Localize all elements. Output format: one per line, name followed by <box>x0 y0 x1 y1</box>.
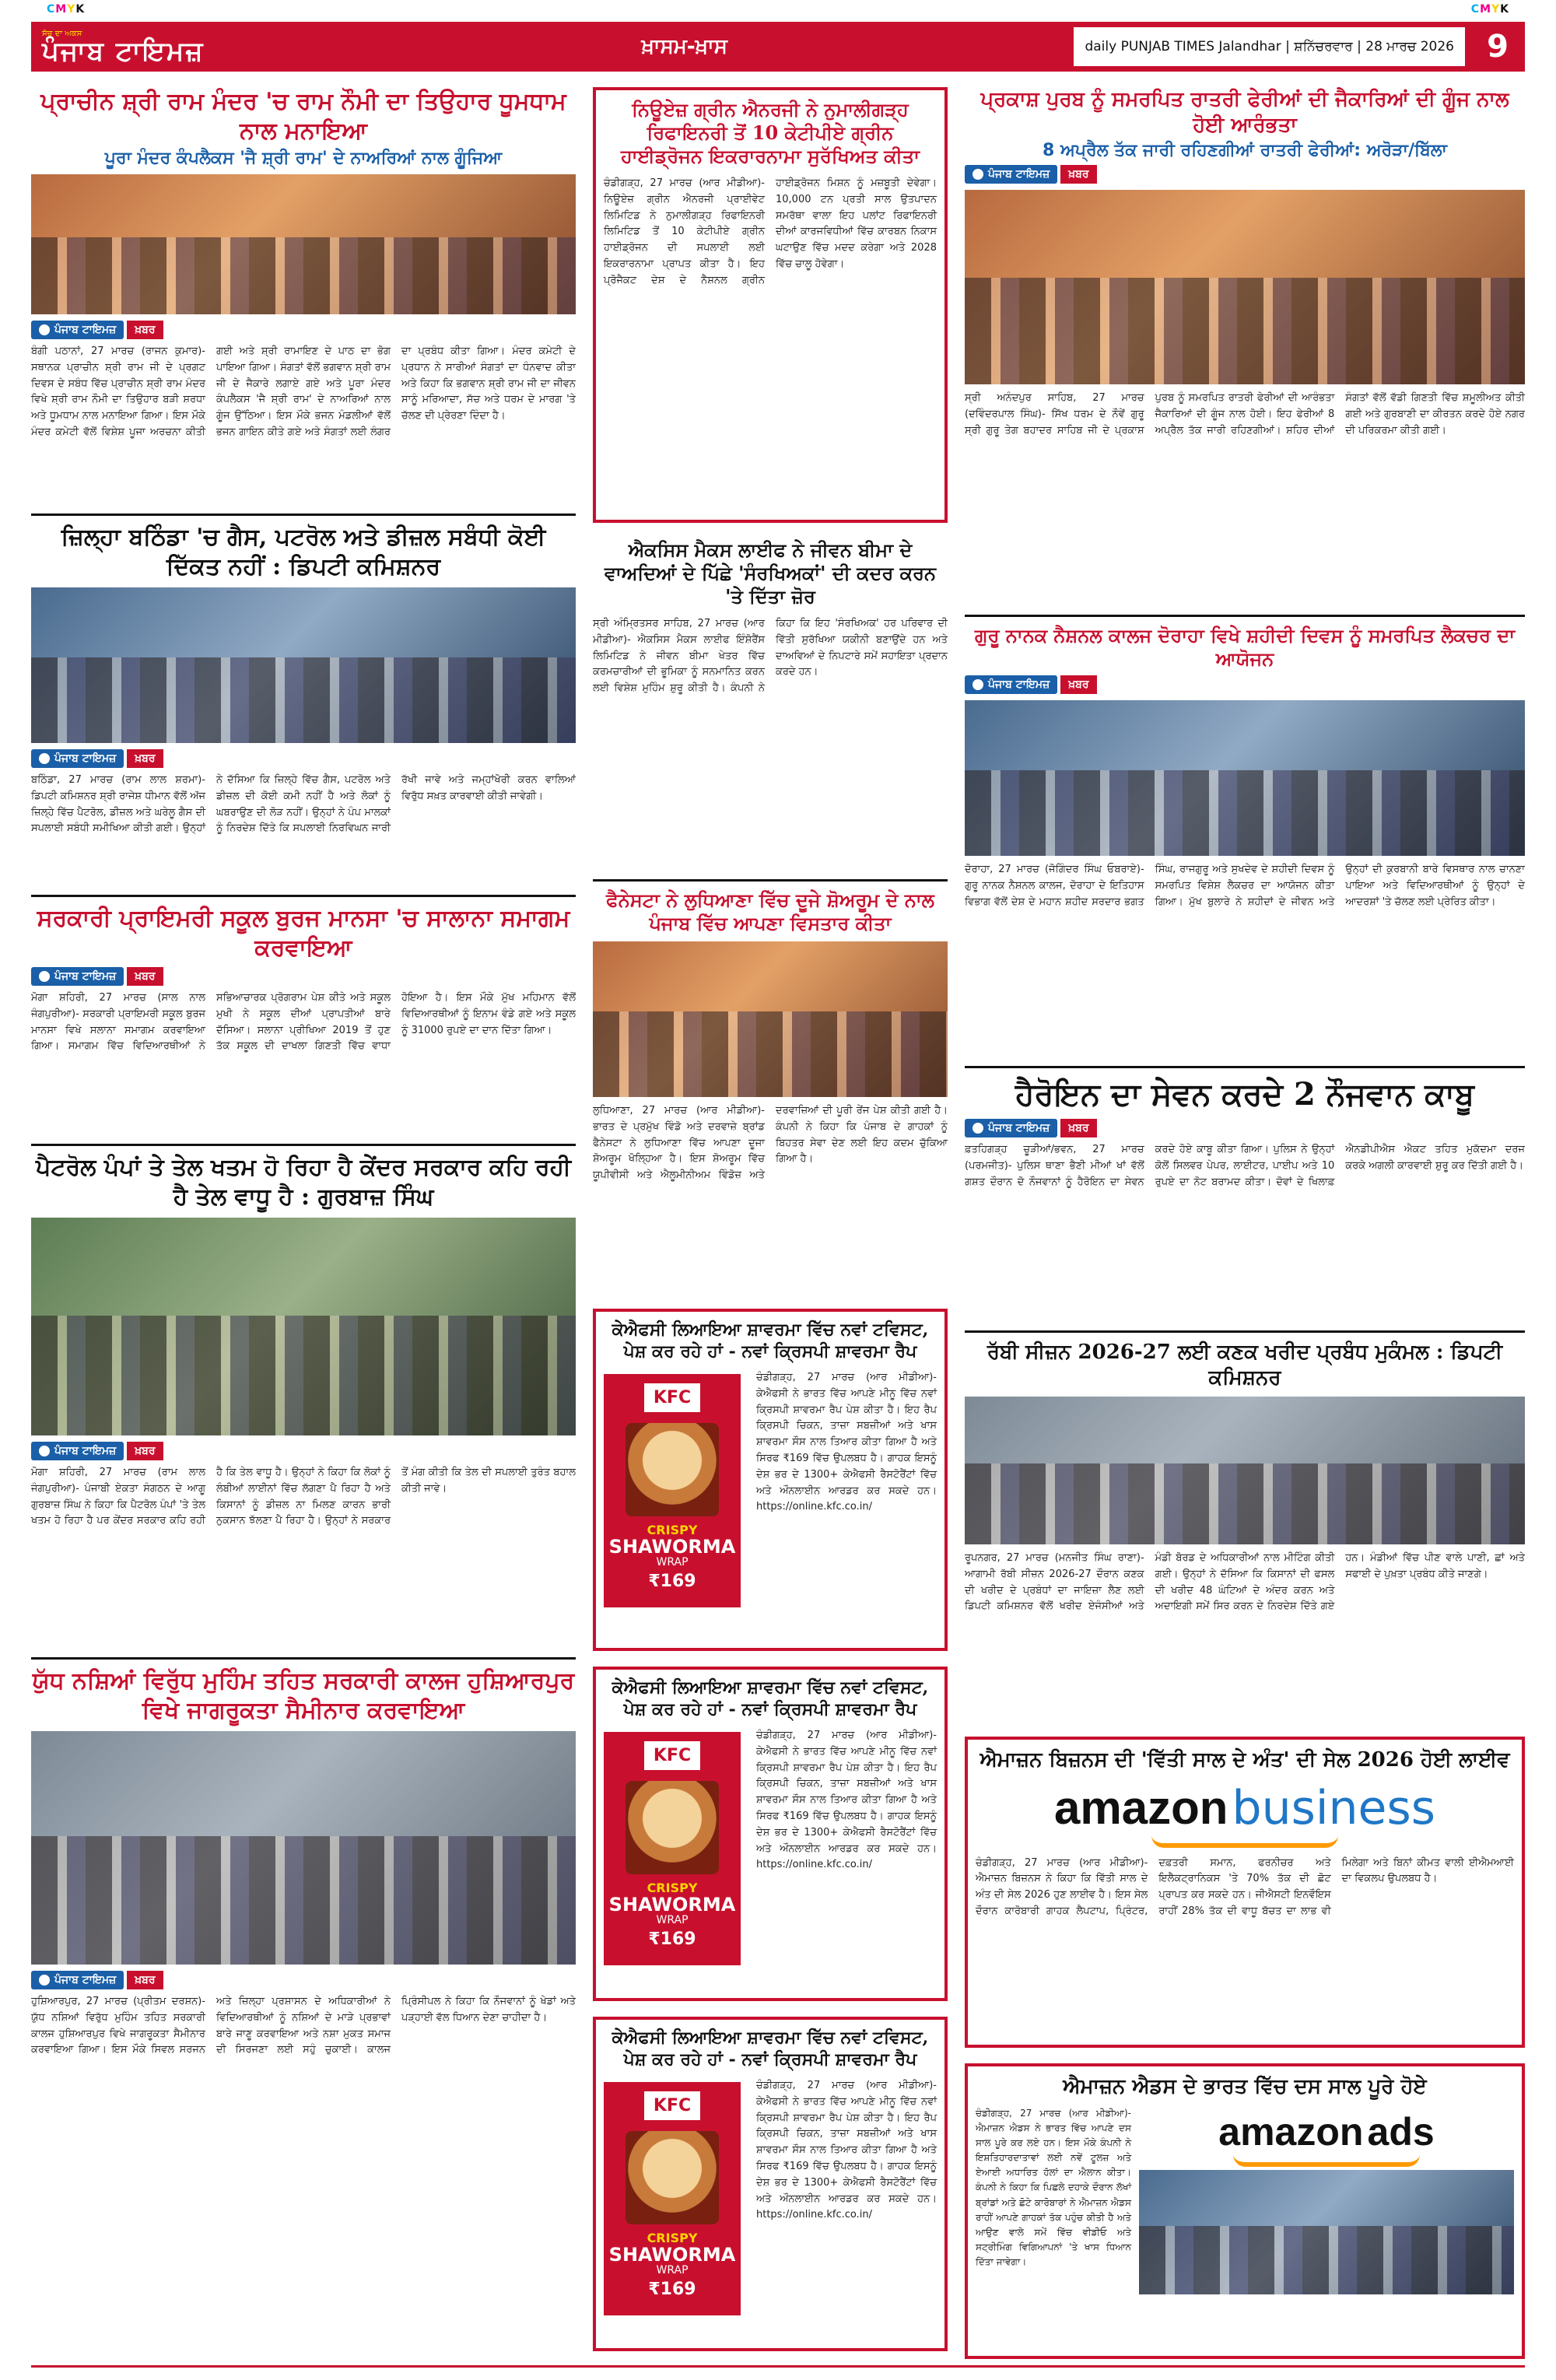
story-axis-max-life <box>593 538 948 873</box>
byline-tag: ਖ਼ਬਰ <box>1060 675 1096 694</box>
byline <box>31 749 576 768</box>
byline-badge: ਪੰਜਾਬ ਟਾਇਮਜ਼ <box>31 967 124 986</box>
story-body: ਸ੍ਰੀ ਅਨੰਦਪੁਰ ਸਾਹਿਬ, 27 ਮਾਰਚ (ਦਵਿੰਦਰਪਾਲ ਸਿੰਘ)- ਸਿੱਖ ਧਰਮ ਦੇ ਨੌਵੇਂ ਗੁਰੂ ਸ੍ਰੀ ਗੁਰੂ ਤੇਗ ਬਹਾਦਰ ਸਾਹਿਬ ਜੀ ਦੇ ਪ੍ਰਕਾਸ਼ ਪੁਰਬ ਨੂੰ ਸਮਰਪਿਤ ਰਾਤਰੀ ਫੇਰੀਆਂ ਦੀ ਆਰੰਭਤਾ ਜੈਕਾਰਿਆਂ ਦੀ ਗੂੰਜ ਨਾਲ ਹੋਈ। ਇਹ ਫੇਰੀਆਂ 8 ਅਪ੍ਰੈਲ ਤੱਕ ਜਾਰੀ ਰਹਿਣਗੀਆਂ। ਸ਼ਹਿਰ ਦੀਆਂ ਸੰਗਤਾਂ ਵੱਲੋਂ ਵੱਡੀ ਗਿਣਤੀ ਵਿੱਚ ਸ਼ਮੂਲੀਅਤ ਕੀਤੀ ਗਈ ਅਤੇ ਗੁਰਬਾਣੀ ਦਾ ਕੀਰਤਨ ਕਰਦੇ ਹੋਏ ਨਗਰ ਦੀ ਪਰਿਕਰਮਾ ਕੀਤੀ ਗਈ। <box>965 392 1525 436</box>
dateline: daily PUNJAB TIMES Jalandhar | ਸ਼ਨਿੱਚਰਵਾਰ | 28 ਮਾਰਚ 2026 <box>1073 26 1466 67</box>
kfc-price: ₹169 <box>648 1930 696 1949</box>
story-body: ਸ੍ਰੀ ਅੰਮ੍ਰਿਤਸਰ ਸਾਹਿਬ, 27 ਮਾਰਚ (ਆਰ ਮੀਡੀਆ)- ਐਕਸਿਸ ਮੈਕਸ ਲਾਈਫ ਇੰਸ਼ੋਰੈਂਸ ਲਿਮਿਟਿਡ ਨੇ ਜੀਵਨ ਬੀਮਾ ਖੇਤਰ ਵਿੱਚ ਕਰਮਚਾਰੀਆਂ ਦੀ ਭੂਮਿਕਾ ਨੂੰ ਸਨਮਾਨਿਤ ਕਰਨ ਲਈ ਵਿਸ਼ੇਸ਼ ਮੁਹਿੰਮ ਸ਼ੁਰੂ ਕੀਤੀ ਹੈ। ਕੰਪਨੀ ਨੇ ਕਿਹਾ ਕਿ ਇਹ 'ਸੰਰਖਿਅਕ' ਹਰ ਪਰਿਵਾਰ ਦੀ ਵਿੱਤੀ ਸੁਰੱਖਿਆ ਯਕੀਨੀ ਬਣਾਉਂਦੇ ਹਨ ਅਤੇ ਦਾਅਵਿਆਂ ਦੇ ਨਿਪਟਾਰੇ ਸਮੇਂ ਸਹਾਇਤਾ ਪ੍ਰਦਾਨ ਕਰਦੇ ਹਨ। <box>593 618 948 695</box>
amazon-business-logo: amazon business <box>976 1781 1514 1848</box>
byline <box>965 165 1525 184</box>
byline <box>31 1971 576 1989</box>
column-2 <box>593 87 948 2359</box>
story-kfc-1 <box>593 1309 948 1651</box>
story-photo <box>31 1731 576 1965</box>
byline-tag: ਖ਼ਬਰ <box>127 1442 163 1460</box>
column-1 <box>31 87 576 2359</box>
headline: ਕੇਐਫਸੀ ਲਿਆਇਆ ਸ਼ਾਵਰਮਾ ਵਿੱਚ ਨਵਾਂ ਟਵਿਸਟ, ਪੇਸ਼ ਕਰ ਰਹੇ ਹਾਂ - ਨਵਾਂ ਕ੍ਰਿਸਪੀ ਸ਼ਾਵਰਮਾ ਰੈਪ <box>612 1677 929 1719</box>
story-photo <box>593 941 948 1097</box>
byline-badge: ਪੰਜਾਬ ਟਾਇਮਜ਼ <box>31 749 124 768</box>
kfc-price: ₹169 <box>648 2280 696 2299</box>
byline-badge: ਪੰਜਾਬ ਟਾਇਮਜ਼ <box>965 165 1057 184</box>
byline-badge: ਪੰਜਾਬ ਟਾਇਮਜ਼ <box>965 1119 1057 1137</box>
story-body: ਚੰਡੀਗੜ੍ਹ, 27 ਮਾਰਚ (ਆਰ ਮੀਡੀਆ)- ਨਿਊਏਜ਼ ਗ੍ਰੀਨ ਐਨਰਜੀ ਪ੍ਰਾਈਵੇਟ ਲਿਮਿਟਿਡ ਨੇ ਨੁਮਾਲੀਗੜ੍ਹ ਰਿਫਾਇਨਰੀ ਲਿਮਿਟਿਡ ਤੋਂ 10 ਕੇਟੀਪੀਏ ਗ੍ਰੀਨ ਹਾਈਡ੍ਰੋਜਨ ਦੀ ਸਪਲਾਈ ਲਈ ਇਕਰਾਰਨਾਮਾ ਪ੍ਰਾਪਤ ਕੀਤਾ ਹੈ। ਇਹ ਪ੍ਰੋਜੈਕਟ ਦੇਸ਼ ਦੇ ਨੈਸ਼ਨਲ ਗ੍ਰੀਨ ਹਾਈਡ੍ਰੋਜਨ ਮਿਸ਼ਨ ਨੂੰ ਮਜ਼ਬੂਤੀ ਦੇਵੇਗਾ। 10,000 ਟਨ ਪ੍ਰਤੀ ਸਾਲ ਉਤਪਾਦਨ ਸਮਰੱਥਾ ਵਾਲਾ ਇਹ ਪਲਾਂਟ ਰਿਫਾਇਨਰੀ ਦੀਆਂ ਕਾਰਜਵਿਧੀਆਂ ਵਿੱਚ ਕਾਰਬਨ ਨਿਕਾਸ ਘਟਾਉਣ ਵਿੱਚ ਮਦਦ ਕਰੇਗਾ ਅਤੇ 2028 ਵਿੱਚ ਚਾਲੂ ਹੋਵੇਗਾ। <box>604 177 937 286</box>
pin-icon <box>39 1446 50 1456</box>
registration-mark-right: CMYK <box>1470 3 1509 16</box>
amazon-ads-logo: amazon ads <box>1139 2109 1514 2167</box>
story-body: ਮੋਗਾ ਸ਼ਹਿਰੀ, 27 ਮਾਰਚ (ਰਾਮ ਲਾਲ ਜੰਗਪੁਰੀਆ)- ਪੰਜਾਬੀ ਏਕਤਾ ਸੰਗਠਨ ਦੇ ਆਗੂ ਗੁਰਬਾਜ਼ ਸਿੰਘ ਨੇ ਕਿਹਾ ਕਿ ਪੈਟਰੋਲ ਪੰਪਾਂ 'ਤੇ ਤੇਲ ਖਤਮ ਹੋ ਰਿਹਾ ਹੈ ਪਰ ਕੇਂਦਰ ਸਰਕਾਰ ਕਹਿ ਰਹੀ ਹੈ ਕਿ ਤੇਲ ਵਾਧੂ ਹੈ। ਉਨ੍ਹਾਂ ਨੇ ਕਿਹਾ ਕਿ ਲੋਕਾਂ ਨੂੰ ਲੰਬੀਆਂ ਲਾਈਨਾਂ ਵਿੱਚ ਲੱਗਣਾ ਪੈ ਰਿਹਾ ਹੈ ਅਤੇ ਕਿਸਾਨਾਂ ਨੂੰ ਡੀਜ਼ਲ ਨਾ ਮਿਲਣ ਕਾਰਨ ਭਾਰੀ ਨੁਕਸਾਨ ਝੱਲਣਾ ਪੈ ਰਿਹਾ ਹੈ। ਉਨ੍ਹਾਂ ਨੇ ਸਰਕਾਰ ਤੋਂ ਮੰਗ ਕੀਤੀ ਕਿ ਤੇਲ ਦੀ ਸਪਲਾਈ ਤੁਰੰਤ ਬਹਾਲ ਕੀਤੀ ਜਾਵੇ। <box>31 1467 576 1527</box>
pin-icon <box>39 753 50 764</box>
story-photo <box>1139 2170 1514 2294</box>
registration-mark-left: CMYK <box>47 3 86 16</box>
story-prakash-purab <box>965 87 1525 608</box>
shawarma-wrap-image <box>626 1423 719 1516</box>
column-3 <box>965 87 1525 2359</box>
headline: ਐਕਸਿਸ ਮੈਕਸ ਲਾਈਫ ਨੇ ਜੀਵਨ ਬੀਮਾ ਦੇ ਵਾਅਦਿਆਂ ਦੇ ਪਿੱਛੇ 'ਸੰਰਖਿਅਕਾਂ' ਦੀ ਕਦਰ ਕਰਨ 'ਤੇ ਦਿੱਤਾ ਜ਼ੋਰ <box>604 538 937 608</box>
byline-badge: ਪੰਜਾਬ ਟਾਇਮਜ਼ <box>965 675 1057 694</box>
logo-title: ਪੰਜਾਬ ਟਾਇਮਜ਼ <box>42 35 205 67</box>
pin-icon <box>972 169 983 180</box>
subheadline: 8 ਅਪ੍ਰੈਲ ਤੱਕ ਜਾਰੀ ਰਹਿਣਗੀਆਂ ਰਾਤਰੀ ਫੇਰੀਆਂ: ਅਰੋੜਾ/ਬਿੱਲਾ <box>1043 141 1447 160</box>
story-heroin-arrest <box>965 1075 1525 1324</box>
story-school-function <box>31 904 576 1137</box>
story-amazon-business <box>965 1737 1525 2048</box>
story-photo <box>965 700 1525 856</box>
headline: ਪ੍ਰਕਾਸ਼ ਪੁਰਬ ਨੂੰ ਸਮਰਪਿਤ ਰਾਤਰੀ ਫੇਰੀਆਂ ਦੀ ਜੈਕਾਰਿਆਂ ਦੀ ਗੂੰਜ ਨਾਲ ਹੋਈ ਆਰੰਭਤਾ <box>980 88 1509 137</box>
headline: ਸਰਕਾਰੀ ਪ੍ਰਾਇਮਰੀ ਸਕੂਲ ਬੁਰਜ ਮਾਨਸਾ 'ਚ ਸਾਲਾਨਾ ਸਮਾਗਮ ਕਰਵਾਇਆ <box>37 905 570 962</box>
headline: ਗੁਰੂ ਨਾਨਕ ਨੈਸ਼ਨਲ ਕਾਲਜ ਦੋਰਾਹਾ ਵਿਖੇ ਸ਼ਹੀਦੀ ਦਿਵਸ ਨੂੰ ਸਮਰਪਿਤ ਲੈਕਚਰ ਦਾ ਆਯੋਜਨ <box>974 624 1516 670</box>
kfc-ad: KFC CRISPY SHAWORMA WRAP ₹169 <box>604 1374 741 1607</box>
story-photo <box>965 190 1525 384</box>
headline: ਯੁੱਧ ਨਸ਼ਿਆਂ ਵਿਰੁੱਧ ਮੁਹਿੰਮ ਤਹਿਤ ਸਰਕਾਰੀ ਕਾਲਜ ਹੁਸ਼ਿਆਰਪੁਰ ਵਿਖੇ ਜਾਗਰੂਕਤਾ ਸੈਮੀਨਾਰ ਕਰਵਾਇਆ <box>32 1667 575 1724</box>
story-body: ਹੁਸ਼ਿਆਰਪੁਰ, 27 ਮਾਰਚ (ਪ੍ਰੀਤਮ ਦਰਸ਼ਨ)- ਯੁੱਧ ਨਸ਼ਿਆਂ ਵਿਰੁੱਧ ਮੁਹਿੰਮ ਤਹਿਤ ਸਰਕਾਰੀ ਕਾਲਜ ਹੁਸ਼ਿਆਰਪੁਰ ਵਿਖੇ ਜਾਗਰੂਕਤਾ ਸੈਮੀਨਾਰ ਕਰਵਾਇਆ ਗਿਆ। ਇਸ ਮੌਕੇ ਸਿਵਲ ਸਰਜਨ ਅਤੇ ਜ਼ਿਲ੍ਹਾ ਪ੍ਰਸ਼ਾਸਨ ਦੇ ਅਧਿਕਾਰੀਆਂ ਨੇ ਵਿਦਿਆਰਥੀਆਂ ਨੂੰ ਨਸ਼ਿਆਂ ਦੇ ਮਾੜੇ ਪ੍ਰਭਾਵਾਂ ਬਾਰੇ ਜਾਣੂ ਕਰਵਾਇਆ ਅਤੇ ਨਸ਼ਾ ਮੁਕਤ ਸਮਾਜ ਦੀ ਸਿਰਜਣਾ ਲਈ ਸਹੁੰ ਚੁਕਾਈ। ਕਾਲਜ ਪ੍ਰਿੰਸੀਪਲ ਨੇ ਕਿਹਾ ਕਿ ਨੌਜਵਾਨਾਂ ਨੂੰ ਖੇਡਾਂ ਅਤੇ ਪੜ੍ਹਾਈ ਵੱਲ ਧਿਆਨ ਦੇਣਾ ਚਾਹੀਦਾ ਹੈ। <box>31 1996 576 2056</box>
headline: ਕੇਐਫਸੀ ਲਿਆਇਆ ਸ਼ਾਵਰਮਾ ਵਿੱਚ ਨਵਾਂ ਟਵਿਸਟ, ਪੇਸ਼ ਕਰ ਰਹੇ ਹਾਂ - ਨਵਾਂ ਕ੍ਰਿਸਪੀ ਸ਼ਾਵਰਮਾ ਰੈਪ <box>612 1320 929 1362</box>
story-body: ਚੰਡੀਗੜ੍ਹ, 27 ਮਾਰਚ (ਆਰ ਮੀਡੀਆ)- ਕੇਐਫਸੀ ਨੇ ਭਾਰਤ ਵਿੱਚ ਆਪਣੇ ਮੀਨੂ ਵਿੱਚ ਨਵਾਂ ਕ੍ਰਿਸਪੀ ਸ਼ਾਵਰਮਾ ਰੈਪ ਪੇਸ਼ ਕੀਤਾ ਹੈ। ਇਹ ਰੈਪ ਕ੍ਰਿਸਪੀ ਚਿਕਨ, ਤਾਜ਼ਾ ਸਬਜ਼ੀਆਂ ਅਤੇ ਖਾਸ ਸ਼ਾਵਰਮਾ ਸੌਸ ਨਾਲ ਤਿਆਰ ਕੀਤਾ ਗਿਆ ਹੈ ਅਤੇ ਸਿਰਫ ₹169 ਵਿੱਚ ਉਪਲਬਧ ਹੈ। ਗਾਹਕ ਇਸਨੂੰ ਦੇਸ਼ ਭਰ ਦੇ 1300+ ਕੇਐਫਸੀ ਰੈਸਟੋਰੈਂਟਾਂ ਵਿੱਚ ਅਤੇ ਔਨਲਾਈਨ ਆਰਡਰ ਕਰ ਸਕਦੇ ਹਨ। https://online.kfc.co.in/ <box>756 2080 937 2221</box>
story-kfc-3 <box>593 2017 948 2351</box>
story-body: ਚੰਡੀਗੜ੍ਹ, 27 ਮਾਰਚ (ਆਰ ਮੀਡੀਆ)- ਐਮਾਜ਼ਨ ਐਡਸ ਨੇ ਭਾਰਤ ਵਿੱਚ ਆਪਣੇ ਦਸ ਸਾਲ ਪੂਰੇ ਕਰ ਲਏ ਹਨ। ਇਸ ਮੌਕੇ ਕੰਪਨੀ ਨੇ ਇਸ਼ਤਿਹਾਰਦਾਤਾਵਾਂ ਲਈ ਨਵੇਂ ਟੂਲਜ਼ ਅਤੇ ਏਆਈ ਅਧਾਰਿਤ ਹੱਲਾਂ ਦਾ ਐਲਾਨ ਕੀਤਾ। ਕੰਪਨੀ ਨੇ ਕਿਹਾ ਕਿ ਪਿਛਲੇ ਦਹਾਕੇ ਦੌਰਾਨ ਲੱਖਾਂ ਬ੍ਰਾਂਡਾਂ ਅਤੇ ਛੋਟੇ ਕਾਰੋਬਾਰਾਂ ਨੇ ਐਮਾਜ਼ਨ ਐਡਸ ਰਾਹੀਂ ਆਪਣੇ ਗਾਹਕਾਂ ਤੱਕ ਪਹੁੰਚ ਕੀਤੀ ਹੈ ਅਤੇ ਆਉਣ ਵਾਲੇ ਸਮੇਂ ਵਿੱਚ ਵੀਡੀਓ ਅਤੇ ਸਟ੍ਰੀਮਿੰਗ ਵਿਗਿਆਪਨਾਂ 'ਤੇ ਖਾਸ ਧਿਆਨ ਦਿੱਤਾ ਜਾਵੇਗਾ। <box>976 2107 1131 2268</box>
subheadline: ਪੂਰਾ ਮੰਦਰ ਕੰਪਲੈਕਸ 'ਜੈ ਸ਼੍ਰੀ ਰਾਮ' ਦੇ ਨਾਅਰਿਆਂ ਨਾਲ ਗੂੰਜਿਆ <box>104 149 503 168</box>
story-bathinda-fuel <box>31 523 576 889</box>
headline: ਐਮਾਜ਼ਨ ਬਿਜ਼ਨਸ ਦੀ 'ਵਿੱਤੀ ਸਾਲ ਦੇ ਅੰਤ' ਦੀ ਸੇਲ 2026 ਹੋਈ ਲਾਈਵ <box>980 1748 1510 1772</box>
story-amazon-ads <box>965 2063 1525 2359</box>
section-title: ਖ਼ਾਸਮ-ਖ਼ਾਸ <box>641 34 727 58</box>
headline: ਹੈਰੋਇਨ ਦਾ ਸੇਵਨ ਕਰਦੇ 2 ਨੌਜਵਾਨ ਕਾਬੂ <box>1015 1076 1474 1113</box>
headline: ਨਿਊਏਜ਼ ਗ੍ਰੀਨ ਐਨਰਜੀ ਨੇ ਨੁਮਾਲੀਗੜ੍ਹ ਰਿਫਾਇਨਰੀ ਤੋਂ 10 ਕੇਟੀਪੀਏ ਗ੍ਰੀਨ ਹਾਈਡ੍ਰੋਜਨ ਇਕਰਾਰਨਾਮਾ ਸੁਰੱਖਿਅਤ ਕੀਤਾ <box>620 98 920 167</box>
shawarma-wrap-image <box>626 1781 719 1874</box>
headline: ਰੱਬੀ ਸੀਜ਼ਨ 2026-27 ਲਈ ਕਣਕ ਖਰੀਦ ਪ੍ਰਬੰਧ ਮੁਕੰਮਲ : ਡਿਪਟੀ ਕਮਿਸ਼ਨਰ <box>987 1341 1503 1390</box>
byline-tag: ਖ਼ਬਰ <box>127 321 163 339</box>
story-fenesta <box>593 889 948 1293</box>
headline: ਐਮਾਜ਼ਨ ਐਡਸ ਦੇ ਭਾਰਤ ਵਿੱਚ ਦਸ ਸਾਲ ਪੂਰੇ ਹੋਏ <box>1063 2075 1427 2098</box>
story-body: ਦੋਰਾਹਾ, 27 ਮਾਰਚ (ਜੋਗਿੰਦਰ ਸਿੰਘ ਓਬਰਾਏ)- ਗੁਰੂ ਨਾਨਕ ਨੈਸ਼ਨਲ ਕਾਲਜ, ਦੋਰਾਹਾ ਦੇ ਇਤਿਹਾਸ ਵਿਭਾਗ ਵੱਲੋਂ ਦੇਸ਼ ਦੇ ਮਹਾਨ ਸ਼ਹੀਦ ਸਰਦਾਰ ਭਗਤ ਸਿੰਘ, ਰਾਜਗੁਰੂ ਅਤੇ ਸੁਖਦੇਵ ਦੇ ਸ਼ਹੀਦੀ ਦਿਵਸ ਨੂੰ ਸਮਰਪਿਤ ਵਿਸ਼ੇਸ਼ ਲੈਕਚਰ ਦਾ ਆਯੋਜਨ ਕੀਤਾ ਗਿਆ। ਮੁੱਖ ਬੁਲਾਰੇ ਨੇ ਸ਼ਹੀਦਾਂ ਦੇ ਜੀਵਨ ਅਤੇ ਉਨ੍ਹਾਂ ਦੀ ਕੁਰਬਾਨੀ ਬਾਰੇ ਵਿਸਥਾਰ ਨਾਲ ਚਾਨਣਾ ਪਾਇਆ ਅਤੇ ਵਿਦਿਆਰਥੀਆਂ ਨੂੰ ਉਨ੍ਹਾਂ ਦੇ ਆਦਰਸ਼ਾਂ 'ਤੇ ਚੱਲਣ ਲਈ ਪ੍ਰੇਰਿਤ ਕੀਤਾ। <box>965 864 1525 908</box>
byline-badge: ਪੰਜਾਬ ਟਾਇਮਜ਼ <box>31 1442 124 1460</box>
pin-icon <box>39 971 50 982</box>
story-body: ਮੋਗਾ ਸ਼ਹਿਰੀ, 27 ਮਾਰਚ (ਸਾਲ ਨਾਲ ਜੰਗਪੁਰੀਆ)- ਸਰਕਾਰੀ ਪ੍ਰਾਇਮਰੀ ਸਕੂਲ ਬੁਰਜ ਮਾਨਸਾ ਵਿਖੇ ਸਲਾਨਾ ਸਮਾਗਮ ਕਰਵਾਇਆ ਗਿਆ। ਸਮਾਗਮ ਵਿੱਚ ਵਿਦਿਆਰਥੀਆਂ ਨੇ ਸਭਿਆਚਾਰਕ ਪ੍ਰੋਗਰਾਮ ਪੇਸ਼ ਕੀਤੇ ਅਤੇ ਸਕੂਲ ਮੁਖੀ ਨੇ ਸਕੂਲ ਦੀਆਂ ਪ੍ਰਾਪਤੀਆਂ ਬਾਰੇ ਦੱਸਿਆ। ਸਲਾਨਾ ਪ੍ਰੀਖਿਆ 2019 ਤੋਂ ਹੁਣ ਤੱਕ ਸਕੂਲ ਦੀ ਦਾਖਲਾ ਗਿਣਤੀ ਵਿੱਚ ਵਾਧਾ ਹੋਇਆ ਹੈ। ਇਸ ਮੌਕੇ ਮੁੱਖ ਮਹਿਮਾਨ ਵੱਲੋਂ ਵਿਦਿਆਰਥੀਆਂ ਨੂੰ ਇਨਾਮ ਵੰਡੇ ਗਏ ਅਤੇ ਸਕੂਲ ਨੂੰ 31000 ਰੁਪਏ ਦਾ ਦਾਨ ਦਿੱਤਾ ਗਿਆ। <box>31 992 576 1053</box>
story-wheat-procurement <box>965 1340 1525 1721</box>
story-body: ਬੰਗੀ ਪਠਾਨਾਂ, 27 ਮਾਰਚ (ਰਾਜਨ ਕੁਮਾਰ)- ਸਥਾਨਕ ਪ੍ਰਾਚੀਨ ਸ਼੍ਰੀ ਰਾਮ ਜੀ ਦੇ ਪ੍ਰਗਟ ਦਿਵਸ ਦੇ ਸਬੰਧ ਵਿੱਚ ਪ੍ਰਾਚੀਨ ਸ਼੍ਰੀ ਰਾਮ ਮੰਦਰ ਵਿਖੇ ਸ਼੍ਰੀ ਰਾਮ ਨੌਮੀ ਦਾ ਤਿਉਹਾਰ ਬੜੀ ਸ਼ਰਧਾ ਅਤੇ ਧੂਮਧਾਮ ਨਾਲ ਮਨਾਇਆ ਗਿਆ। ਇਸ ਮੌਕੇ ਮੰਦਰ ਕਮੇਟੀ ਵੱਲੋਂ ਵਿਸ਼ੇਸ਼ ਪੂਜਾ ਅਰਚਨਾ ਕੀਤੀ ਗਈ ਅਤੇ ਸ਼੍ਰੀ ਰਾਮਾਇਣ ਦੇ ਪਾਠ ਦਾ ਭੋਗ ਪਾਇਆ ਗਿਆ। ਸੰਗਤਾਂ ਵੱਲੋਂ ਭਗਵਾਨ ਸ਼੍ਰੀ ਰਾਮ ਜੀ ਦੇ ਜੈਕਾਰੇ ਲਗਾਏ ਗਏ ਅਤੇ ਪੂਰਾ ਮੰਦਰ ਕੰਪਲੈਕਸ 'ਜੈ ਸ਼੍ਰੀ ਰਾਮ' ਦੇ ਨਾਅਰਿਆਂ ਨਾਲ ਗੂੰਜ ਉੱਠਿਆ। ਇਸ ਮੌਕੇ ਭਜਨ ਮੰਡਲੀਆਂ ਵੱਲੋਂ ਭਜਨ ਗਾਇਨ ਕੀਤੇ ਗਏ ਅਤੇ ਸੰਗਤਾਂ ਲਈ ਲੰਗਰ ਦਾ ਪ੍ਰਬੰਧ ਕੀਤਾ ਗਿਆ। ਮੰਦਰ ਕਮੇਟੀ ਦੇ ਪ੍ਰਧਾਨ ਨੇ ਸਾਰੀਆਂ ਸੰਗਤਾਂ ਦਾ ਧੰਨਵਾਦ ਕੀਤਾ ਅਤੇ ਕਿਹਾ ਕਿ ਭਗਵਾਨ ਸ਼੍ਰੀ ਰਾਮ ਜੀ ਦਾ ਜੀਵਨ ਸਾਨੂੰ ਮਰਿਆਦਾ, ਸੱਚ ਅਤੇ ਧਰਮ ਦੇ ਮਾਰਗ 'ਤੇ ਚੱਲਣ ਦੀ ਪ੍ਰੇਰਣਾ ਦਿੰਦਾ ਹੈ। <box>31 345 576 438</box>
pin-icon <box>972 679 983 690</box>
story-body: ਚੰਡੀਗੜ੍ਹ, 27 ਮਾਰਚ (ਆਰ ਮੀਡੀਆ)- ਕੇਐਫਸੀ ਨੇ ਭਾਰਤ ਵਿੱਚ ਆਪਣੇ ਮੀਨੂ ਵਿੱਚ ਨਵਾਂ ਕ੍ਰਿਸਪੀ ਸ਼ਾਵਰਮਾ ਰੈਪ ਪੇਸ਼ ਕੀਤਾ ਹੈ। ਇਹ ਰੈਪ ਕ੍ਰਿਸਪੀ ਚਿਕਨ, ਤਾਜ਼ਾ ਸਬਜ਼ੀਆਂ ਅਤੇ ਖਾਸ ਸ਼ਾਵਰਮਾ ਸੌਸ ਨਾਲ ਤਿਆਰ ਕੀਤਾ ਗਿਆ ਹੈ ਅਤੇ ਸਿਰਫ ₹169 ਵਿੱਚ ਉਪਲਬਧ ਹੈ। ਗਾਹਕ ਇਸਨੂੰ ਦੇਸ਼ ਭਰ ਦੇ 1300+ ਕੇਐਫਸੀ ਰੈਸਟੋਰੈਂਟਾਂ ਵਿੱਚ ਅਤੇ ਔਨਲਾਈਨ ਆਰਡਰ ਕਰ ਸਕਦੇ ਹਨ। https://online.kfc.co.in/ <box>756 1372 937 1513</box>
story-body: ਚੰਡੀਗੜ੍ਹ, 27 ਮਾਰਚ (ਆਰ ਮੀਡੀਆ)- ਕੇਐਫਸੀ ਨੇ ਭਾਰਤ ਵਿੱਚ ਆਪਣੇ ਮੀਨੂ ਵਿੱਚ ਨਵਾਂ ਕ੍ਰਿਸਪੀ ਸ਼ਾਵਰਮਾ ਰੈਪ ਪੇਸ਼ ਕੀਤਾ ਹੈ। ਇਹ ਰੈਪ ਕ੍ਰਿਸਪੀ ਚਿਕਨ, ਤਾਜ਼ਾ ਸਬਜ਼ੀਆਂ ਅਤੇ ਖਾਸ ਸ਼ਾਵਰਮਾ ਸੌਸ ਨਾਲ ਤਿਆਰ ਕੀਤਾ ਗਿਆ ਹੈ ਅਤੇ ਸਿਰਫ ₹169 ਵਿੱਚ ਉਪਲਬਧ ਹੈ। ਗਾਹਕ ਇਸਨੂੰ ਦੇਸ਼ ਭਰ ਦੇ 1300+ ਕੇਐਫਸੀ ਰੈਸਟੋਰੈਂਟਾਂ ਵਿੱਚ ਅਤੇ ਔਨਲਾਈਨ ਆਰਡਰ ਕਰ ਸਕਦੇ ਹਨ। https://online.kfc.co.in/ <box>756 1730 937 1871</box>
story-ram-navami <box>31 87 576 507</box>
story-drug-seminar <box>31 1667 576 2351</box>
pin-icon <box>39 1975 50 1986</box>
byline <box>31 321 576 339</box>
page-number: 9 <box>1487 29 1509 65</box>
kfc-ad: KFC CRISPY SHAWORMA WRAP ₹169 <box>604 1732 741 1965</box>
kfc-ad: KFC CRISPY SHAWORMA WRAP ₹169 <box>604 2082 741 2315</box>
kfc-logo: KFC <box>644 1383 700 1412</box>
byline-badge: ਪੰਜਾਬ ਟਾਇਮਜ਼ <box>31 321 124 339</box>
story-body: ਬਠਿੰਡਾ, 27 ਮਾਰਚ (ਰਾਮ ਲਾਲ ਸ਼ਰਮਾ)- ਡਿਪਟੀ ਕਮਿਸ਼ਨਰ ਸ਼੍ਰੀ ਰਾਜੇਸ਼ ਧੀਮਾਨ ਵੱਲੋਂ ਅੱਜ ਜ਼ਿਲ੍ਹੇ ਵਿੱਚ ਪੈਟਰੋਲ, ਡੀਜ਼ਲ ਅਤੇ ਘਰੇਲੂ ਗੈਸ ਦੀ ਸਪਲਾਈ ਸਬੰਧੀ ਸਮੀਖਿਆ ਕੀਤੀ ਗਈ। ਉਨ੍ਹਾਂ ਨੇ ਦੱਸਿਆ ਕਿ ਜ਼ਿਲ੍ਹੇ ਵਿੱਚ ਗੈਸ, ਪਟਰੋਲ ਅਤੇ ਡੀਜ਼ਲ ਦੀ ਕੋਈ ਕਮੀ ਨਹੀਂ ਹੈ ਅਤੇ ਲੋਕਾਂ ਨੂੰ ਘਬਰਾਉਣ ਦੀ ਲੋੜ ਨਹੀਂ। ਉਨ੍ਹਾਂ ਨੇ ਪੰਪ ਮਾਲਕਾਂ ਨੂੰ ਨਿਰਦੇਸ਼ ਦਿੱਤੇ ਕਿ ਸਪਲਾਈ ਨਿਰਵਿਘਨ ਜਾਰੀ ਰੱਖੀ ਜਾਵੇ ਅਤੇ ਜਮ੍ਹਾਂਖੋਰੀ ਕਰਨ ਵਾਲਿਆਂ ਵਿਰੁੱਧ ਸਖ਼ਤ ਕਾਰਵਾਈ ਕੀਤੀ ਜਾਵੇਗੀ। <box>31 774 576 835</box>
headline: ਫੈਨੇਸਟਾ ਨੇ ਲੁਧਿਆਣਾ ਵਿੱਚ ਦੂਜੇ ਸ਼ੋਅਰੂਮ ਦੇ ਨਾਲ ਪੰਜਾਬ ਵਿੱਚ ਆਪਣਾ ਵਿਸਤਾਰ ਕੀਤਾ <box>606 889 934 934</box>
newspaper-logo <box>31 22 296 72</box>
story-body: ਚੰਡੀਗੜ੍ਹ, 27 ਮਾਰਚ (ਆਰ ਮੀਡੀਆ)- ਐਮਾਜ਼ਨ ਬਿਜ਼ਨਸ ਨੇ ਕਿਹਾ ਕਿ ਵਿੱਤੀ ਸਾਲ ਦੇ ਅੰਤ ਦੀ ਸੇਲ 2026 ਹੁਣ ਲਾਈਵ ਹੈ। ਇਸ ਸੇਲ ਦੌਰਾਨ ਕਾਰੋਬਾਰੀ ਗਾਹਕ ਲੈਪਟਾਪ, ਪ੍ਰਿੰਟਰ, ਦਫ਼ਤਰੀ ਸਮਾਨ, ਫਰਨੀਚਰ ਅਤੇ ਇਲੈਕਟ੍ਰਾਨਿਕਸ 'ਤੇ 70% ਤੱਕ ਦੀ ਛੋਟ ਪ੍ਰਾਪਤ ਕਰ ਸਕਦੇ ਹਨ। ਜੀਐਸਟੀ ਇਨਵੌਇਸ ਰਾਹੀਂ 28% ਤੱਕ ਦੀ ਵਾਧੂ ਬੱਚਤ ਦਾ ਲਾਭ ਵੀ ਮਿਲੇਗਾ ਅਤੇ ਬਿਨਾਂ ਕੀਮਤ ਵਾਲੀ ਈਐਮਆਈ ਦਾ ਵਿਕਲਪ ਉਪਲਬਧ ਹੈ। <box>976 1856 1514 1917</box>
footer-rule <box>31 2365 1525 2368</box>
byline-tag: ਖ਼ਬਰ <box>127 749 163 768</box>
story-body: ਲੁਧਿਆਣਾ, 27 ਮਾਰਚ (ਆਰ ਮੀਡੀਆ)- ਭਾਰਤ ਦੇ ਪ੍ਰਮੁੱਖ ਵਿੰਡੋ ਅਤੇ ਦਰਵਾਜ਼ੇ ਬ੍ਰਾਂਡ ਫੈਨੇਸਟਾ ਨੇ ਲੁਧਿਆਣਾ ਵਿੱਚ ਆਪਣਾ ਦੂਜਾ ਸ਼ੋਅਰੂਮ ਖੋਲ੍ਹਿਆ ਹੈ। ਇਸ ਸ਼ੋਅਰੂਮ ਵਿੱਚ ਯੂਪੀਵੀਸੀ ਅਤੇ ਐਲੂਮੀਨੀਅਮ ਵਿੰਡੋਜ਼ ਅਤੇ ਦਰਵਾਜ਼ਿਆਂ ਦੀ ਪੂਰੀ ਰੇਂਜ ਪੇਸ਼ ਕੀਤੀ ਗਈ ਹੈ। ਕੰਪਨੀ ਨੇ ਕਿਹਾ ਕਿ ਪੰਜਾਬ ਦੇ ਗਾਹਕਾਂ ਨੂੰ ਬਿਹਤਰ ਸੇਵਾ ਦੇਣ ਲਈ ਇਹ ਕਦਮ ਚੁੱਕਿਆ ਗਿਆ ਹੈ। <box>593 1105 948 1182</box>
story-nanak-college-lecture <box>965 624 1525 1060</box>
story-petrol-pumps <box>31 1153 576 1651</box>
story-green-hydrogen <box>593 87 948 523</box>
byline-tag: ਖ਼ਬਰ <box>1060 165 1096 184</box>
byline-tag: ਖ਼ਬਰ <box>1060 1119 1096 1137</box>
story-body: ਫ਼ਤਹਿਗੜ੍ਹ ਚੂੜੀਆਂ/ਭਵਨ, 27 ਮਾਰਚ (ਪਰਮਜੀਤ)- ਪੁਲਿਸ ਥਾਣਾ ਭੈਣੀ ਮੀਆਂ ਖਾਂ ਵੱਲੋਂ ਗਸ਼ਤ ਦੌਰਾਨ ਦੋ ਨੌਜਵਾਨਾਂ ਨੂੰ ਹੈਰੋਇਨ ਦਾ ਸੇਵਨ ਕਰਦੇ ਹੋਏ ਕਾਬੂ ਕੀਤਾ ਗਿਆ। ਪੁਲਿਸ ਨੇ ਉਨ੍ਹਾਂ ਕੋਲੋਂ ਸਿਲਵਰ ਪੇਪਰ, ਲਾਈਟਰ, ਪਾਈਪ ਅਤੇ 10 ਰੁਪਏ ਦਾ ਨੋਟ ਬਰਾਮਦ ਕੀਤਾ। ਦੋਵਾਂ ਦੇ ਖਿਲਾਫ਼ ਐਨਡੀਪੀਐਸ ਐਕਟ ਤਹਿਤ ਮੁਕੱਦਮਾ ਦਰਜ ਕਰਕੇ ਅਗਲੀ ਕਾਰਵਾਈ ਸ਼ੁਰੂ ਕਰ ਦਿੱਤੀ ਗਈ ਹੈ। <box>965 1144 1525 1188</box>
headline: ਪ੍ਰਾਚੀਨ ਸ਼੍ਰੀ ਰਾਮ ਮੰਦਰ 'ਚ ਰਾਮ ਨੌਮੀ ਦਾ ਤਿਉਹਾਰ ਧੂਮਧਾਮ ਨਾਲ ਮਨਾਇਆ <box>40 88 566 145</box>
headline: ਪੈਟਰੋਲ ਪੰਪਾਂ ਤੇ ਤੇਲ ਖਤਮ ਹੋ ਰਿਹਾ ਹੈ ਕੇਂਦਰ ਸਰਕਾਰ ਕਹਿ ਰਹੀ ਹੈ ਤੇਲ ਵਾਧੂ ਹੈ : ਗੁਰਬਾਜ਼ ਸਿੰਘ <box>35 1154 571 1211</box>
byline <box>31 1442 576 1460</box>
headline: ਜ਼ਿਲ੍ਹਾ ਬਠਿੰਡਾ 'ਚ ਗੈਸ, ਪਟਰੋਲ ਅਤੇ ਡੀਜ਼ਲ ਸਬੰਧੀ ਕੋਈ ਦਿੱਕਤ ਨਹੀਂ : ਡਿਪਟੀ ਕਮਿਸ਼ਨਰ <box>61 524 546 580</box>
amazon-smile-icon <box>1233 2154 1420 2167</box>
kfc-logo: KFC <box>644 1741 700 1770</box>
masthead <box>31 22 1525 72</box>
pin-icon <box>972 1123 983 1134</box>
pin-icon <box>39 324 50 335</box>
byline <box>965 675 1525 694</box>
byline-badge: ਪੰਜਾਬ ਟਾਇਮਜ਼ <box>31 1971 124 1989</box>
kfc-logo: KFC <box>644 2091 700 2120</box>
amazon-smile-icon <box>1151 1835 1338 1848</box>
byline <box>965 1119 1525 1137</box>
logo-tagline: ਸੱਚ ਦਾ ਅਕਸ <box>42 29 82 38</box>
byline-tag: ਖ਼ਬਰ <box>127 967 163 986</box>
kfc-price: ₹169 <box>648 1572 696 1591</box>
story-photo <box>965 1397 1525 1544</box>
shawarma-wrap-image <box>626 2131 719 2224</box>
story-photo <box>31 1218 576 1435</box>
byline <box>31 967 576 986</box>
story-body: ਰੂਪਨਗਰ, 27 ਮਾਰਚ (ਮਨਜੀਤ ਸਿੰਘ ਰਾਣਾ)- ਆਗਾਮੀ ਰੱਬੀ ਸੀਜ਼ਨ 2026-27 ਦੌਰਾਨ ਕਣਕ ਦੀ ਖਰੀਦ ਦੇ ਪ੍ਰਬੰਧਾਂ ਦਾ ਜਾਇਜ਼ਾ ਲੈਣ ਲਈ ਡਿਪਟੀ ਕਮਿਸ਼ਨਰ ਵੱਲੋਂ ਖਰੀਦ ਏਜੰਸੀਆਂ ਅਤੇ ਮੰਡੀ ਬੋਰਡ ਦੇ ਅਧਿਕਾਰੀਆਂ ਨਾਲ ਮੀਟਿੰਗ ਕੀਤੀ ਗਈ। ਉਨ੍ਹਾਂ ਨੇ ਦੱਸਿਆ ਕਿ ਕਿਸਾਨਾਂ ਦੀ ਫਸਲ ਦੀ ਖਰੀਦ 48 ਘੰਟਿਆਂ ਦੇ ਅੰਦਰ ਕਰਨ ਅਤੇ ਅਦਾਇਗੀ ਸਮੇਂ ਸਿਰ ਕਰਨ ਦੇ ਨਿਰਦੇਸ਼ ਦਿੱਤੇ ਗਏ ਹਨ। ਮੰਡੀਆਂ ਵਿੱਚ ਪੀਣ ਵਾਲੇ ਪਾਣੀ, ਛਾਂ ਅਤੇ ਸਫਾਈ ਦੇ ਪੁਖ਼ਤਾ ਪ੍ਰਬੰਧ ਕੀਤੇ ਜਾਣਗੇ। <box>965 1552 1525 1613</box>
story-photo <box>31 174 576 314</box>
story-photo <box>31 587 576 743</box>
story-kfc-2 <box>593 1667 948 2001</box>
headline: ਕੇਐਫਸੀ ਲਿਆਇਆ ਸ਼ਾਵਰਮਾ ਵਿੱਚ ਨਵਾਂ ਟਵਿਸਟ, ਪੇਸ਼ ਕਰ ਰਹੇ ਹਾਂ - ਨਵਾਂ ਕ੍ਰਿਸਪੀ ਸ਼ਾਵਰਮਾ ਰੈਪ <box>612 2028 929 2070</box>
byline-tag: ਖ਼ਬਰ <box>127 1971 163 1989</box>
